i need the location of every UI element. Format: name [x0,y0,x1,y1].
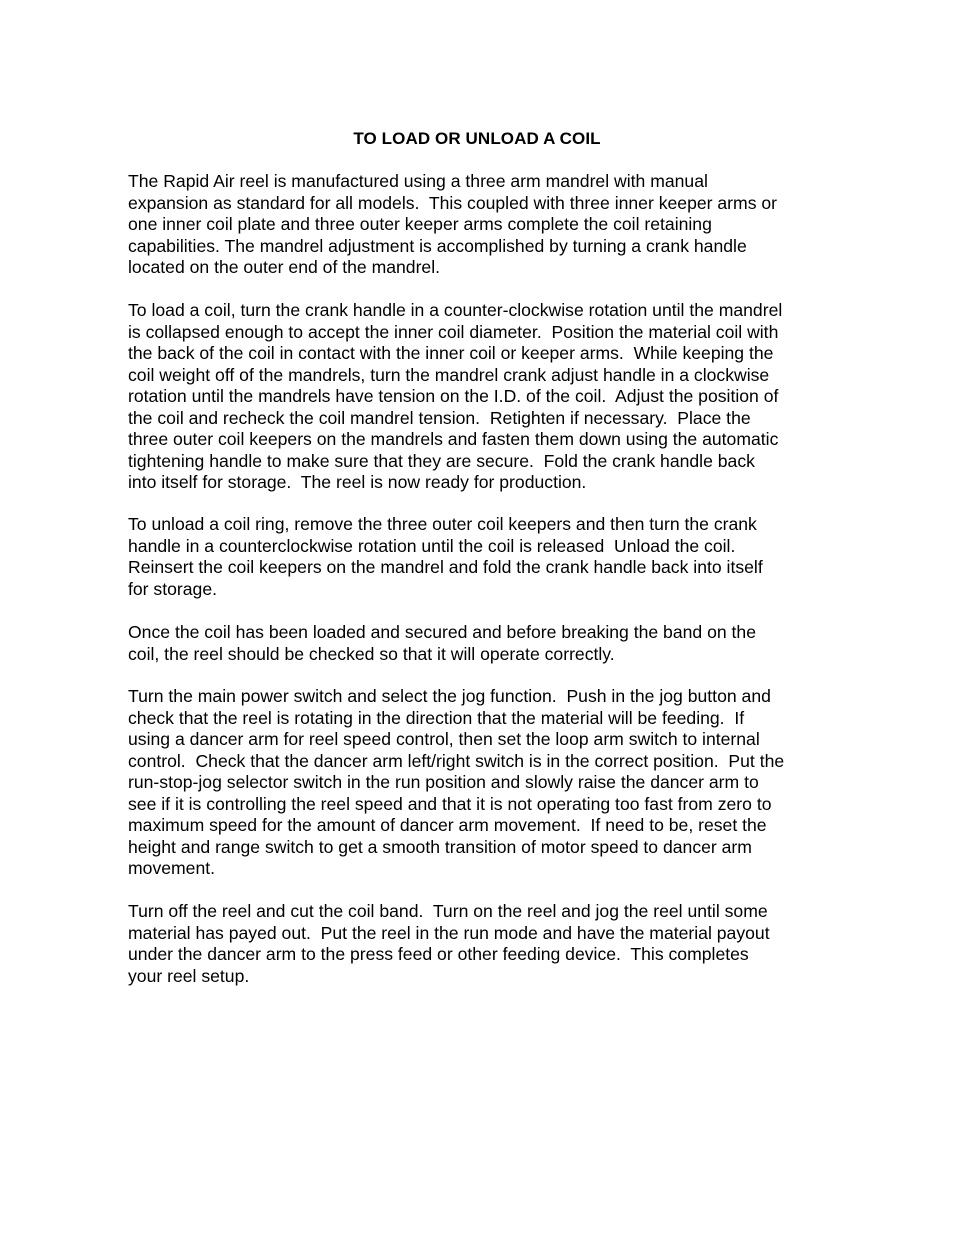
text-line: height and range switch to get a smooth transition of motor speed to dancer arm [128,836,752,857]
paragraph-check-operation [128,622,848,665]
text-line: see if it is controlling the reel speed and that it is not operating too fast from zero to [128,793,772,814]
text-line: material has payed out. Put the reel in the run mode and have the material payout [128,922,770,943]
text-line: Once the coil has been loaded and secured and before breaking the band on the [128,622,756,642]
text-line: located on the outer end of the mandrel. [128,257,441,277]
text-line: the back of the coil in contact with the inner coil or keeper arms. While keeping the [128,343,774,363]
paragraph-load-coil [128,300,848,494]
page-title: TO LOAD OR UNLOAD A COIL [353,129,601,148]
text-line: expansion as standard for all models. This coupled with three inner keeper arms or [128,192,778,213]
paragraph-final-setup [128,901,848,987]
text-line: To unload a coil ring, remove the three outer coil keepers and then turn the crank [128,514,757,534]
text-line: The Rapid Air reel is manufactured using a three arm mandrel with manual [128,171,708,191]
text-line: into itself for storage. The reel is now ready for production. [128,472,587,492]
text-line: tightening handle to make sure that they are secure. Fold the crank handle back [128,450,755,471]
text-line: To load a coil, turn the crank handle in a counter-clockwise rotation until the mandrel [128,300,783,320]
text-line: check that the reel is rotating in the direction that the material will be feeding. If [128,707,745,728]
text-line: using a dancer arm for reel speed control, then set the loop arm switch to internal [128,729,760,749]
text-line: coil weight off of the mandrels, turn the mandrel crank adjust handle in a clockwise [128,364,770,385]
paragraph-power-and-jog [128,686,848,880]
text-line: handle in a counterclockwise rotation until the coil is released Unload the coil. [128,535,736,556]
text-line: maximum speed for the amount of dancer arm movement. If need to be, reset the [128,815,767,835]
text-line: capabilities. The mandrel adjustment is accomplished by turning a crank handle [128,235,747,256]
text-line: coil, the reel should be checked so that it will operate correctly. [128,643,615,664]
text-line: movement. [128,858,216,878]
text-line: your reel setup. [128,965,250,986]
text-line: is collapsed enough to accept the inner coil diameter. Position the material coil with [128,321,779,342]
paragraph-unload-coil [128,514,848,600]
text-line: run-stop-jog selector switch in the run position and slowly raise the dancer arm to [128,772,759,792]
text-line: control. Check that the dancer arm left/right switch is in the correct position. Put the [128,750,785,771]
text-line: rotation until the mandrels have tension on the I.D. of the coil. Adjust the position of [128,386,779,406]
text-line: under the dancer arm to the press feed or other feeding device. This completes [128,944,749,964]
text-line: the coil and recheck the coil mandrel tension. Retighten if necessary. Place the [128,407,751,428]
text-line: Reinsert the coil keepers on the mandrel and fold the crank handle back into itself [128,557,763,577]
text-line: for storage. [128,578,217,599]
text-line: one inner coil plate and three outer keeper arms complete the coil retaining [128,214,712,234]
text-line: Turn the main power switch and select the jog function. Push in the jog button and [128,686,771,706]
text-line: Turn off the reel and cut the coil band. Turn on the reel and jog the reel until some [128,901,768,921]
paragraph-mandrel-overview [128,171,848,279]
text-line: three outer coil keepers on the mandrels and fasten them down using the automatic [128,429,779,449]
